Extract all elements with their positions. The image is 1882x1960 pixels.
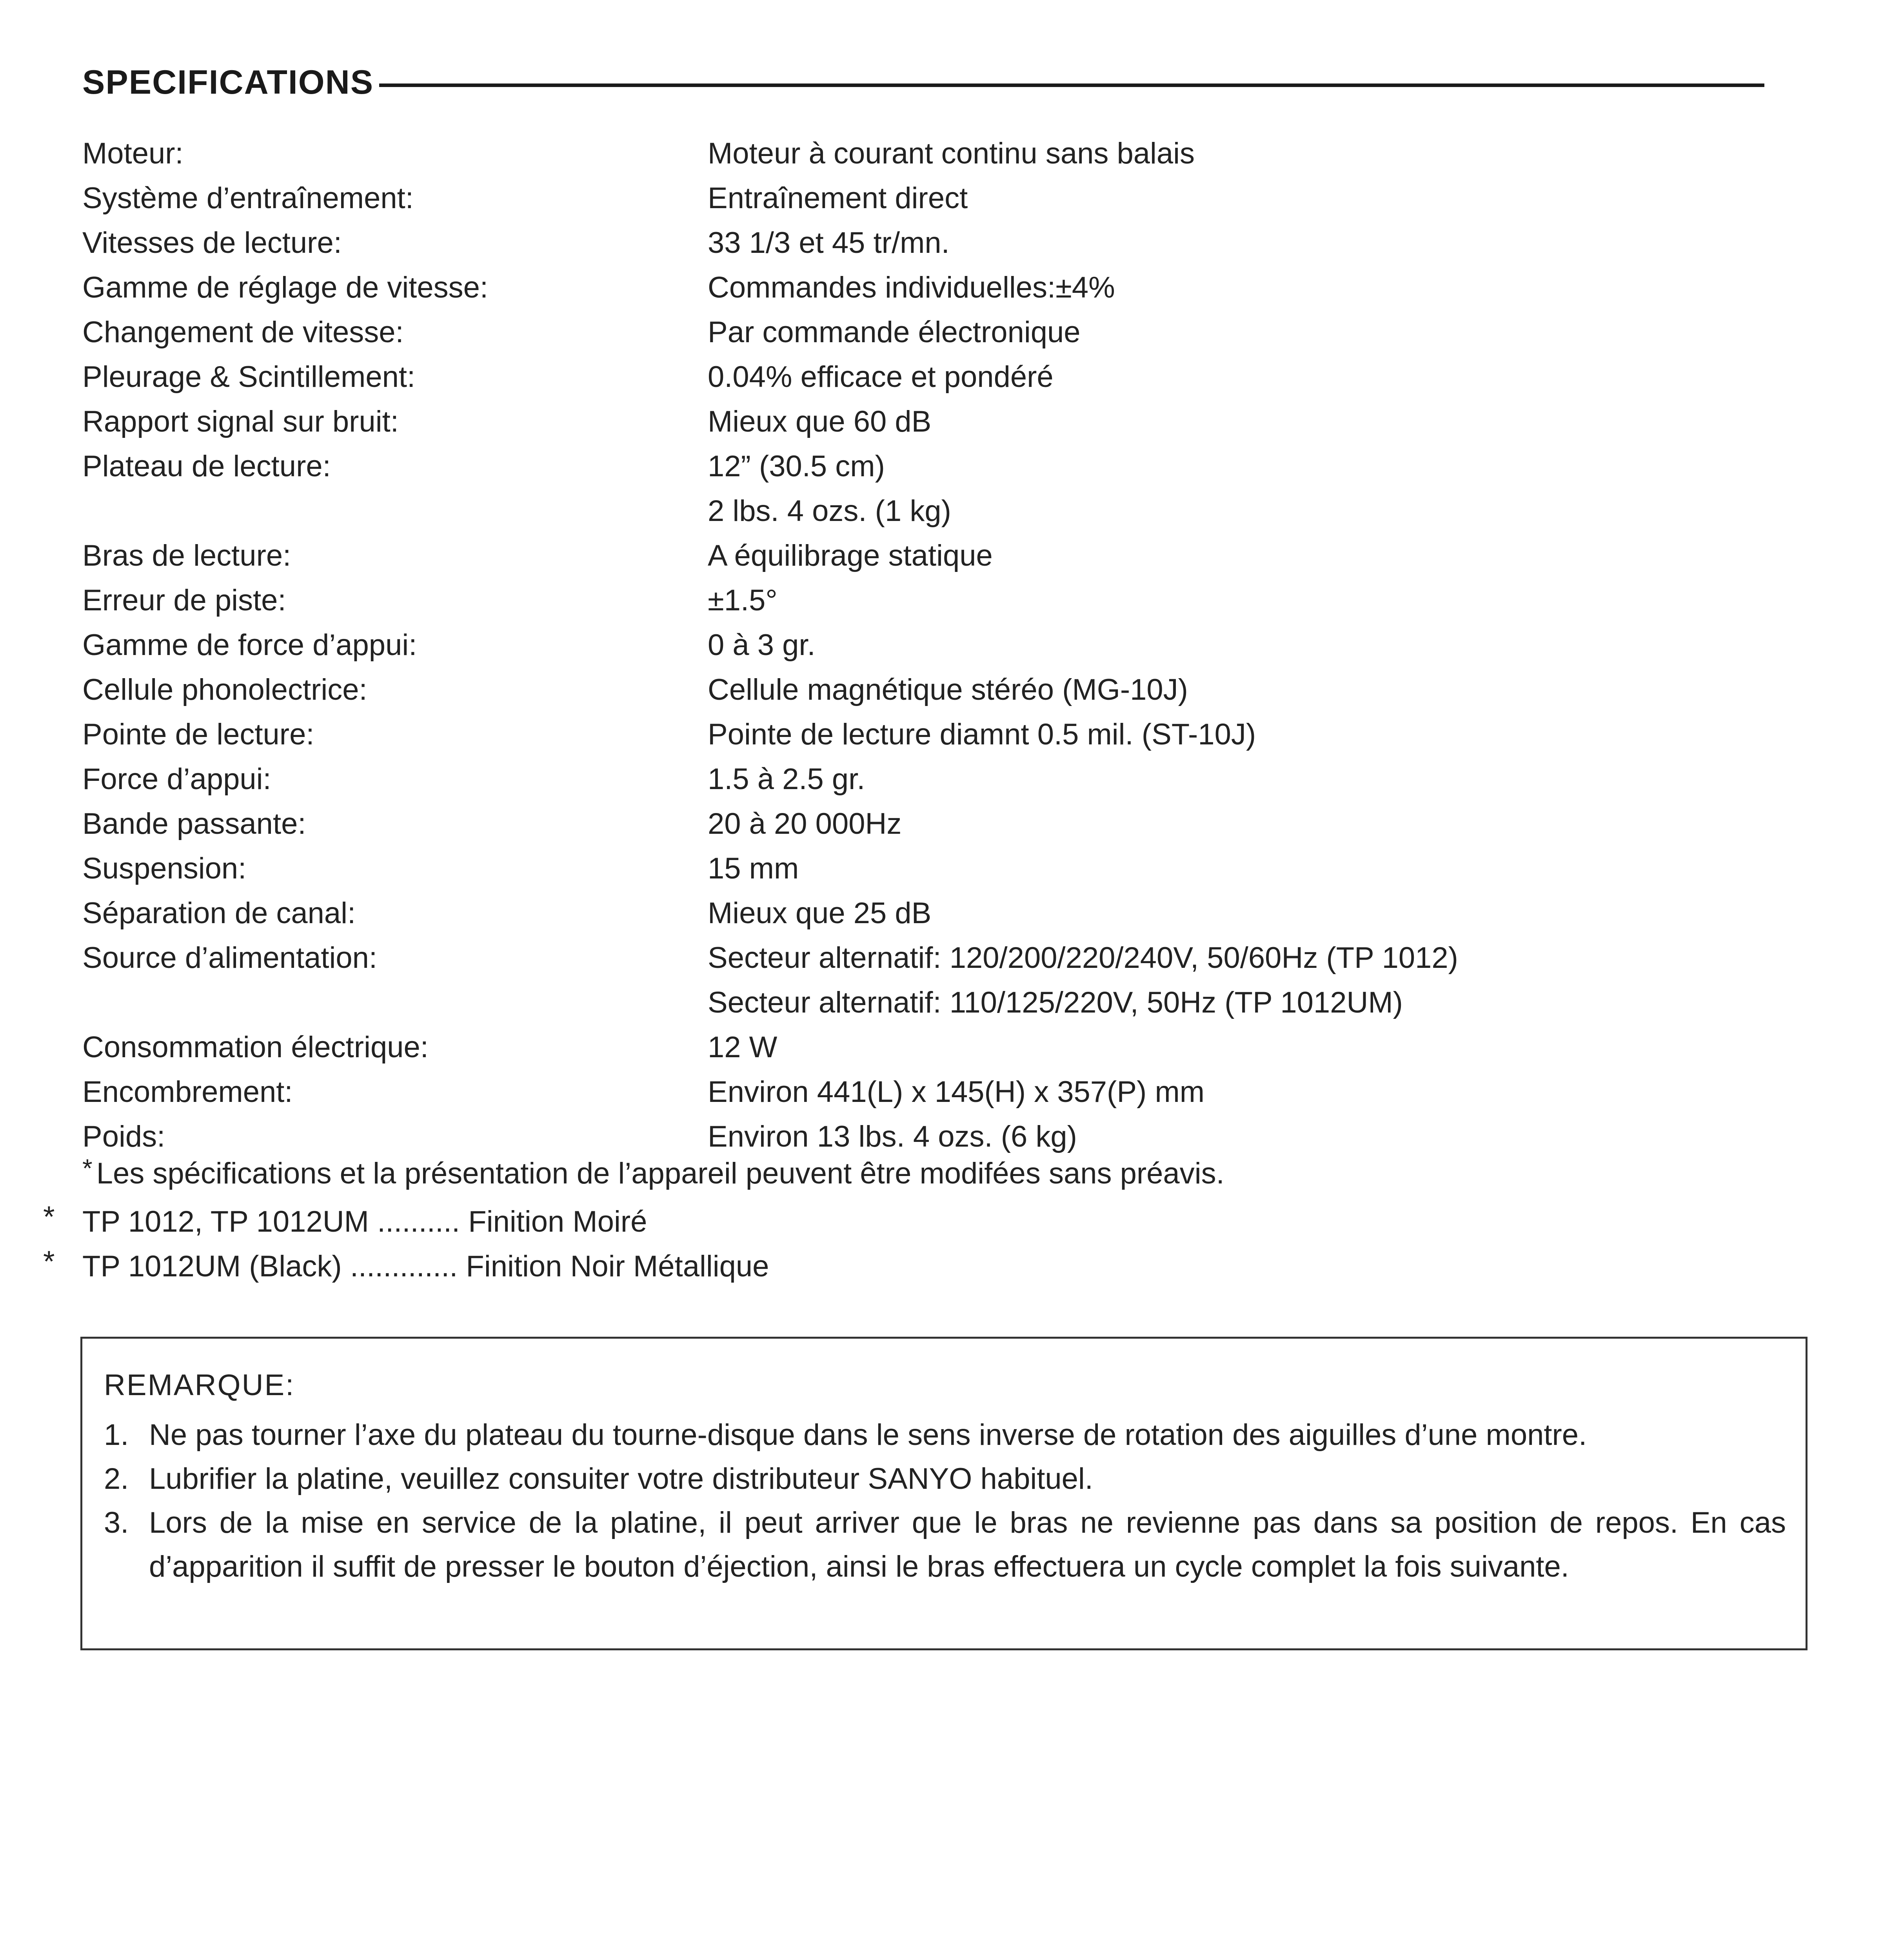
spec-row	[82, 444, 1768, 489]
spec-value: 33 1/3 et 45 tr/mn.	[708, 226, 950, 260]
spec-label: Changement de vitesse:	[82, 316, 404, 349]
spec-row	[82, 757, 1768, 802]
spec-value: A équilibrage statique	[708, 539, 993, 572]
spec-label: Moteur:	[82, 137, 183, 170]
spec-label: Force d’appui:	[82, 762, 271, 796]
spec-row	[82, 310, 1768, 355]
spec-row	[82, 712, 1768, 757]
spec-label: Encombrement:	[82, 1075, 293, 1109]
spec-label: Gamme de force d’appui:	[82, 628, 417, 662]
spec-value: Secteur alternatif: 110/125/220V, 50Hz (TP 1012UM)	[708, 986, 1403, 1019]
page-title: SPECIFICATIONS	[82, 63, 374, 101]
spec-label: Gamme de réglage de vitesse:	[82, 271, 488, 304]
finish-item	[43, 1200, 769, 1244]
remark-text: Lors de la mise en service de la platine, il peut arriver que le bras ne revienne pas dans sa position de repos. En cas d’apparition il suffit de presser le bouton d’éjection, ainsi le bras effectuera un cycle complet la fois suivante.	[149, 1506, 1786, 1583]
spec-row	[82, 802, 1768, 846]
spec-label: Consommation électrique:	[82, 1031, 429, 1064]
spec-row	[82, 936, 1768, 980]
finish-list	[43, 1200, 769, 1289]
spec-value: Environ 441(L) x 145(H) x 357(P) mm	[708, 1075, 1205, 1109]
spec-value: Environ 13 lbs. 4 ozs. (6 kg)	[708, 1120, 1077, 1153]
disclaimer-note	[82, 1156, 1224, 1191]
title-rule	[379, 83, 1764, 87]
remark-item	[104, 1457, 1786, 1501]
spec-row	[82, 1070, 1768, 1114]
spec-label: Pointe de lecture:	[82, 718, 314, 751]
spec-label: Bande passante:	[82, 807, 306, 840]
spec-value: 12 W	[708, 1031, 778, 1064]
spec-value: 0.04% efficace et pondéré	[708, 360, 1054, 394]
remark-number: 2.	[104, 1462, 129, 1495]
spec-row	[82, 489, 1768, 534]
spec-row	[82, 623, 1768, 668]
finish-item	[43, 1244, 769, 1289]
spec-value: Moteur à courant continu sans balais	[708, 137, 1195, 170]
remark-box	[80, 1337, 1808, 1650]
remark-text: Ne pas tourner l’axe du plateau du tourne-disque dans le sens inverse de rotation des aiguilles d’une montre.	[149, 1418, 1587, 1452]
specifications-header	[82, 63, 1764, 102]
spec-row	[82, 668, 1768, 712]
spec-row	[82, 891, 1768, 936]
spec-value: Par commande électronique	[708, 316, 1081, 349]
spec-row	[82, 399, 1768, 444]
remark-number: 3.	[104, 1506, 129, 1539]
finish-asterisk: *	[43, 1200, 55, 1234]
spec-value: Pointe de lecture diamnt 0.5 mil. (ST-10J)	[708, 718, 1256, 751]
spec-value: Mieux que 60 dB	[708, 405, 932, 438]
note-asterisk: *	[82, 1154, 93, 1183]
spec-label: Suspension:	[82, 852, 247, 885]
spec-row	[82, 265, 1768, 310]
spec-row	[82, 131, 1768, 176]
spec-row	[82, 1114, 1768, 1159]
spec-label: Poids:	[82, 1120, 165, 1153]
spec-label: Erreur de piste:	[82, 584, 286, 617]
remark-text: Lubrifier la platine, veuillez consuiter votre distributeur SANYO habituel.	[149, 1462, 1093, 1495]
spec-value: 2 lbs. 4 ozs. (1 kg)	[708, 494, 951, 528]
spec-row	[82, 534, 1768, 578]
spec-value: 0 à 3 gr.	[708, 628, 816, 662]
spec-label: Pleurage & Scintillement:	[82, 360, 416, 394]
remark-title: REMARQUE:	[104, 1368, 295, 1402]
note-text: Les spécifications et la présentation de l’appareil peuvent être modifées sans préavis.	[96, 1157, 1224, 1190]
spec-value: Secteur alternatif: 120/200/220/240V, 50/60Hz (TP 1012)	[708, 941, 1458, 975]
specifications-table	[82, 131, 1768, 1159]
spec-row	[82, 355, 1768, 399]
spec-value: 12” (30.5 cm)	[708, 450, 885, 483]
spec-label: Source d’alimentation:	[82, 941, 377, 975]
spec-label: Système d’entraînement:	[82, 181, 414, 215]
spec-label: Séparation de canal:	[82, 897, 356, 930]
spec-value: Entraînement direct	[708, 181, 968, 215]
finish-text: TP 1012, TP 1012UM .......... Finition Moiré	[82, 1205, 647, 1238]
remark-list	[104, 1413, 1786, 1589]
spec-label: Rapport signal sur bruit:	[82, 405, 399, 438]
spec-row	[82, 1025, 1768, 1070]
spec-label: Cellule phonolectrice:	[82, 673, 367, 706]
spec-value: 15 mm	[708, 852, 799, 885]
spec-label: Plateau de lecture:	[82, 450, 331, 483]
spec-label: Bras de lecture:	[82, 539, 291, 572]
spec-value: ±1.5°	[708, 584, 778, 617]
spec-row	[82, 578, 1768, 623]
remark-item	[104, 1413, 1786, 1457]
spec-label: Vitesses de lecture:	[82, 226, 342, 260]
spec-row	[82, 980, 1768, 1025]
spec-row	[82, 176, 1768, 221]
remark-item	[104, 1501, 1786, 1589]
spec-row	[82, 846, 1768, 891]
spec-value: 20 à 20 000Hz	[708, 807, 902, 840]
spec-row	[82, 221, 1768, 265]
spec-value: Commandes individuelles:±4%	[708, 271, 1115, 304]
spec-value: 1.5 à 2.5 gr.	[708, 762, 865, 796]
spec-value: Mieux que 25 dB	[708, 897, 932, 930]
remark-number: 1.	[104, 1418, 129, 1452]
finish-asterisk: *	[43, 1245, 55, 1278]
spec-value: Cellule magnétique stéréo (MG-10J)	[708, 673, 1188, 706]
finish-text: TP 1012UM (Black) ............. Finition Noir Métallique	[82, 1250, 769, 1283]
